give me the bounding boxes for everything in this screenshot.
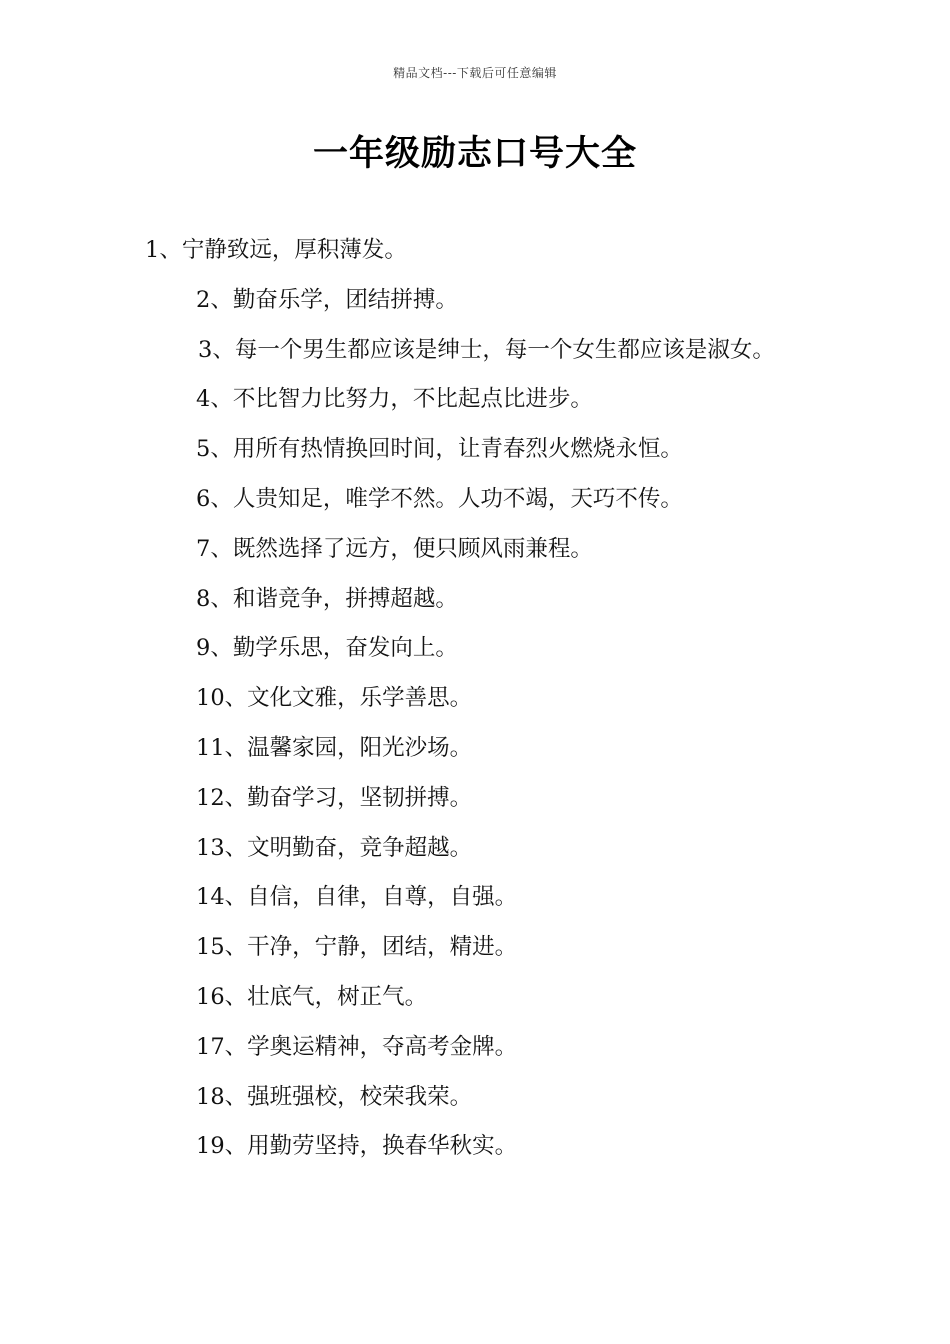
slogan-item: 3、每一个男生都应该是绅士，每一个女生都应该是淑女。	[198, 336, 775, 363]
slogan-item: 16、壮底气，树正气。	[196, 983, 428, 1010]
slogan-item: 14、自信，自律，自尊，自强。	[196, 884, 518, 911]
slogan-item: 17、学奥运精神，夺高考金牌。	[196, 1033, 518, 1060]
slogan-list	[145, 226, 813, 1172]
page-header: 精品文档---下载后可任意编辑	[393, 66, 557, 80]
slogan-item: 9、勤学乐思，奋发向上。	[196, 635, 458, 662]
slogan-item: 19、用勤劳坚持，换春华秋实。	[196, 1133, 518, 1160]
slogan-item: 5、用所有热情换回时间，让青春烈火燃烧永恒。	[196, 436, 683, 463]
slogan-item: 12、勤奋学习，坚韧拼搏。	[196, 784, 473, 811]
slogan-item: 11、温馨家园，阳光沙场。	[196, 734, 473, 761]
slogan-item: 4、不比智力比努力，不比起点比进步。	[196, 386, 593, 413]
document-title: 一年级励志口号大全	[312, 134, 637, 174]
slogan-item: 15、干净，宁静，团结，精进。	[196, 934, 518, 961]
slogan-item: 10、文化文雅，乐学善思。	[196, 685, 473, 712]
slogan-item: 8、和谐竞争，拼搏超越。	[196, 585, 458, 612]
slogan-item: 7、既然选择了远方，便只顾风雨兼程。	[196, 535, 593, 562]
slogan-item: 6、人贵知足，唯学不然。人功不竭，天巧不传。	[196, 485, 683, 512]
slogan-item: 18、强班强校，校荣我荣。	[196, 1083, 473, 1110]
slogan-item: 1、宁静致远，厚积薄发。	[145, 237, 407, 263]
slogan-item: 13、文明勤奋，竞争超越。	[196, 834, 473, 861]
slogan-item: 2、勤奋乐学，团结拼搏。	[196, 286, 458, 313]
